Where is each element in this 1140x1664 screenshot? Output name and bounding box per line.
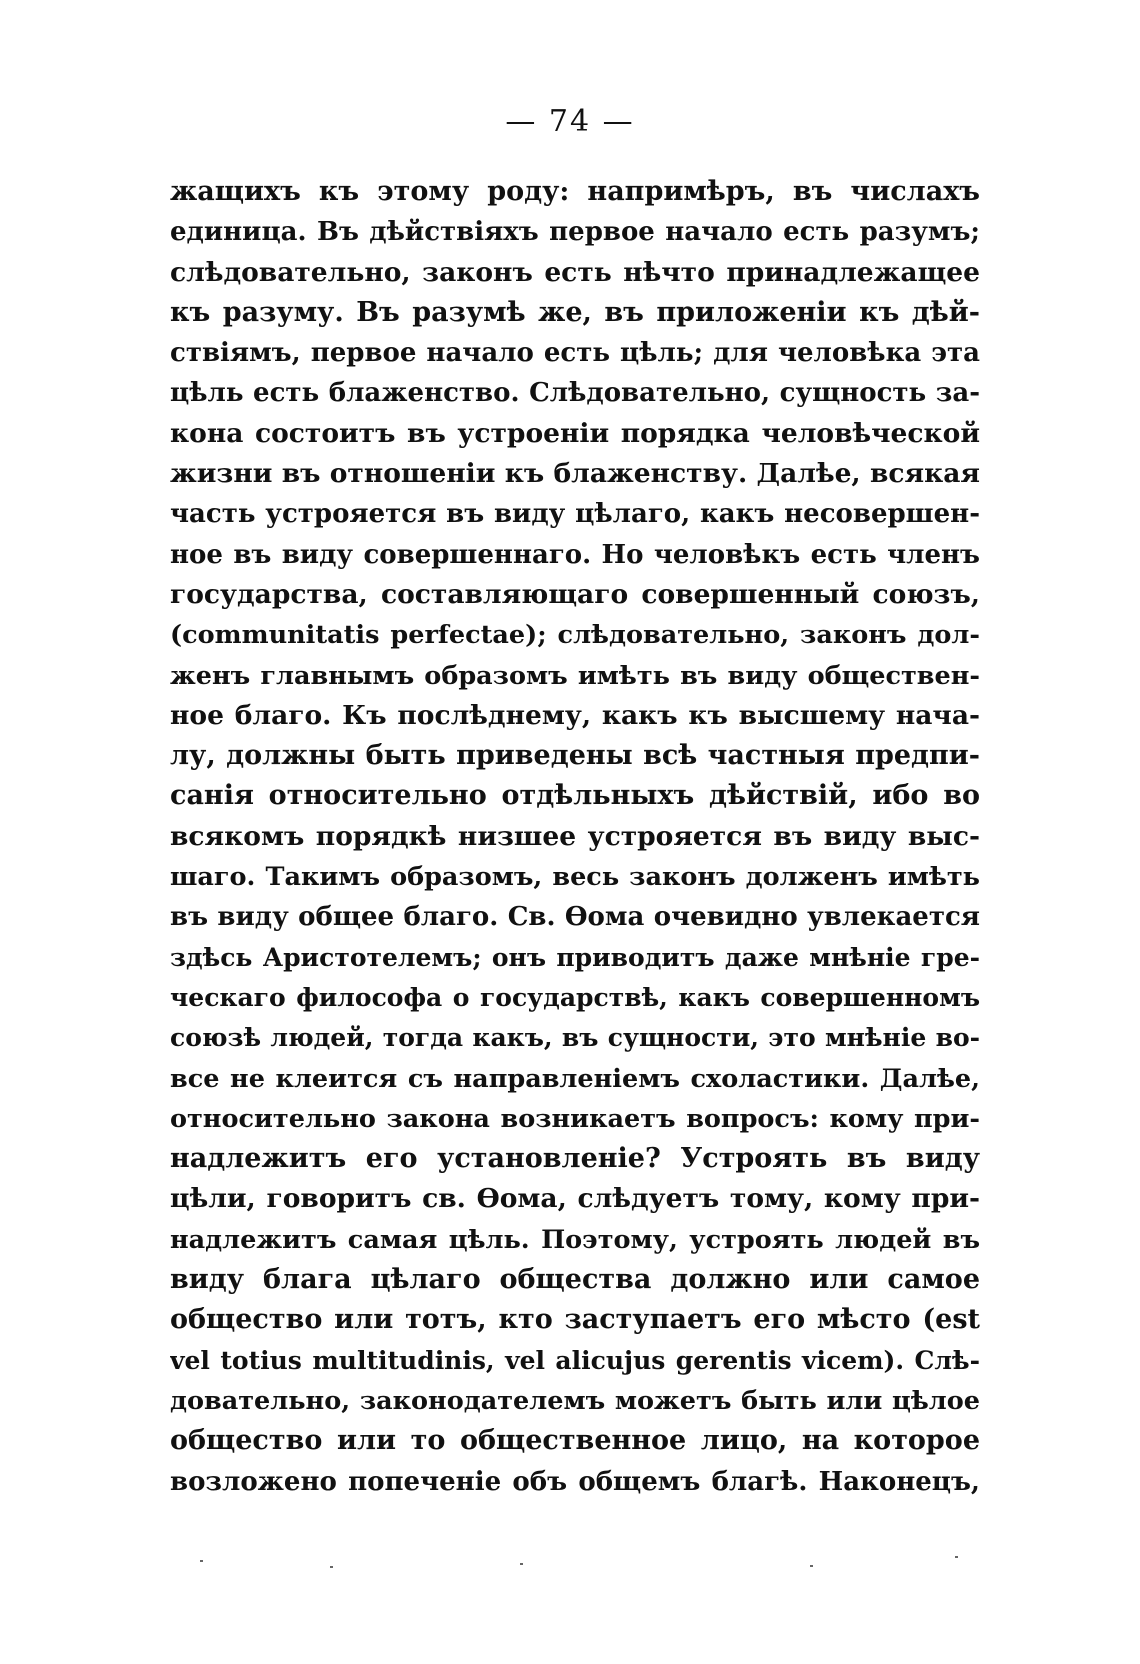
text-line: здѣсь Аристотелемъ; онъ приводитъ даже мнѣніе гре- [170,942,980,972]
text-line: шаго. Такимъ образомъ, весь законъ долженъ имѣть [170,862,980,893]
text-line: государства, составляющаго совершенный союзъ, [170,578,980,610]
scan-speck [810,1565,813,1567]
text-line: общество или то общественное лицо, на которое [170,1425,980,1457]
text-line: ствіямъ, первое начало есть цѣль; для человѣка эта [170,338,980,369]
text-line: жизни въ отношеніи къ блаженству. Далѣе, всякая [170,458,980,490]
text-line: женъ главнымъ образомъ имѣть въ виду обществен- [170,660,980,691]
text-line: цѣли, говоритъ св. Ѳома, слѣдуетъ тому, кому при- [170,1183,980,1215]
text-line: санія относительно отдѣльныхъ дѣйствій, ибо во [170,780,980,812]
text-line: всякомъ порядкѣ низшее устрояется въ виду выс- [170,820,980,852]
scan-speck [955,1556,958,1558]
text-line: слѣдовательно, законъ есть нѣчто принадлежащее [170,256,980,288]
text-line: относительно закона возникаетъ вопросъ: кому при- [170,1103,980,1134]
text-line: надлежитъ самая цѣль. Поэтому, устроять людей въ [170,1224,980,1255]
text-line: единица. Въ дѣйствіяхъ первое начало есть разумъ; [170,217,980,248]
text-line: ное въ виду совершеннаго. Но человѣкъ есть членъ [170,539,980,570]
text-line: цѣль есть блаженство. Слѣдовательно, сущность за- [170,378,980,409]
text-line: довательно, законодателемъ можетъ быть или цѣлое [170,1385,980,1416]
text-line: vel totius multitudinis, vel alicujus gerentis vicem). Слѣ- [170,1345,980,1375]
text-line: возложено попеченіе объ общемъ благѣ. Наконецъ, [170,1466,980,1497]
text-line: (communitatis perfectae); слѣдовательно, законъ дол- [170,620,980,651]
text-line: лу, должны быть приведены всѣ частныя предпи- [170,740,980,772]
text-line: общество или тотъ, кто заступаетъ его мѣсто (est [170,1304,980,1336]
text-line: виду блага цѣлаго общества должно или самое [170,1264,980,1296]
text-line: кона состоитъ въ устроеніи порядка человѣческой [170,417,980,449]
text-line: часть устрояется въ виду цѣлаго, какъ несовершен- [170,499,980,530]
text-line: ное благо. Къ послѣднему, какъ къ высшему нача- [170,699,980,731]
body-text [170,172,980,1502]
text-line: надлежитъ его установленіе? Устроять въ виду [170,1143,980,1175]
text-line: ческаго философа о государствѣ, какъ совершенномъ [170,982,980,1012]
text-line: въ виду общее благо. Св. Ѳома очевидно увлекается [170,902,980,933]
text-line: жащихъ къ этому роду: напримѣръ, въ числахъ [170,176,980,207]
text-line: къ разуму. Въ разумѣ же, въ приложеніи къ дѣй- [170,296,980,328]
page-number: — 74 — [505,104,635,139]
scan-speck [330,1566,333,1568]
scan-speck [520,1563,523,1565]
text-line: все не клеится съ направленіемъ схоластики. Далѣе, [170,1063,980,1094]
text-line: союзѣ людей, тогда какъ, въ сущности, это мнѣніе во- [170,1023,980,1053]
scan-speck [200,1560,203,1562]
